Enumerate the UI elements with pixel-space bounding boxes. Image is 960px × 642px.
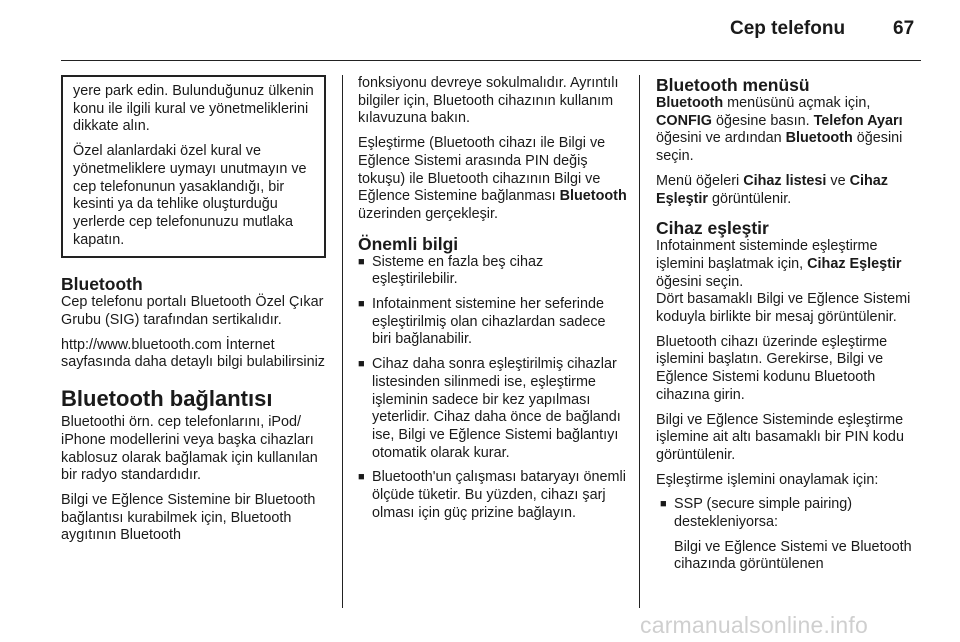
heading-bluetooth-connection: Bluetooth bağlantısı — [61, 386, 273, 412]
confirm-list — [656, 496, 928, 531]
paragraph-sig: Cep telefonu portalı Bluetooth Özel Çıkar Grubu (SIG) tarafından sertikalıdır. — [61, 294, 324, 329]
header-title: Cep telefonu — [730, 18, 846, 39]
column-divider-1 — [342, 75, 343, 608]
items-text-3: görüntülenir. — [708, 190, 792, 207]
list-item: ■ Sisteme en fazla beş cihaz eşleştirilebilir. — [358, 254, 628, 289]
menu-text-1: menüsünü açmak için, — [723, 95, 871, 111]
paragraph-confirm: Eşleştirme işlemini onaylamak için: — [656, 471, 879, 488]
column-1 — [61, 75, 326, 552]
menu-text-2: öğesine basın. — [711, 112, 814, 129]
column-divider-2 — [639, 75, 640, 608]
list-item: ■ Cihaz daha sonra eşleştirilmiş cihazlar listesinden silinmedi ise, eşleştirme işleminin sadece bir kez yapılması yeterlidir. Cihaz daha önce de bağlandı ise, Bilgi ve Eğlence Sistemi bağlantıyı otomatik olarak kurar. — [358, 356, 628, 462]
pair-text-2: öğesini seçin. — [656, 273, 744, 290]
paragraph-ssp-detail: Bilgi ve Eğlence Sistemi ve Bluetooth cihazında görüntülenen — [674, 538, 912, 573]
pair-bold-1: Cihaz Eşleştir — [807, 255, 902, 272]
items-text-1: Menü öğeleri — [656, 172, 744, 189]
heading-pair-device: Cihaz eşleştir — [656, 218, 769, 239]
paragraph-menu-items — [656, 173, 928, 208]
warning-box — [61, 75, 326, 258]
paragraph-six-digit: Bilgi ve Eğlence Sisteminde eşleştirme işlemine ait altı basamaklı bir PIN kodu görüntülenir. — [656, 411, 904, 463]
list-item: ■ Bluetooth'un çalışması bataryayı önemli ölçüde tüketir. Bu yüzden, cihazı şarj olması için güç prizine bağlayın. — [358, 469, 628, 522]
pair-text-1: Infotainment sisteminde eşleştirme işlemini başlatmak için, — [656, 238, 878, 272]
pairing-bold-bluetooth: Bluetooth — [559, 188, 627, 205]
items-bold-2: Cihaz Eşleştir — [656, 172, 888, 207]
list-item: ■ Infotainment sistemine her seferinde eşleştirilmiş olan cihazlardan sadece biri bağlanabilir. — [358, 296, 628, 349]
list-item: ■ SSP (secure simple pairing) destekleniyorsa: — [660, 496, 928, 531]
items-text-2: ve — [826, 172, 850, 189]
items-bold-1: Cihaz listesi — [743, 172, 827, 189]
warning-paragraph-2: Özel alanlardaki özel kural ve yönetmeliklere uymayı unutmayın ve cep telefonunun yasaklandığı, bir kesinti ya da tehlike oluşturduğu yerlerde cep telefonunuzu mutlaka kapatın. — [73, 143, 307, 248]
column-3 — [656, 75, 928, 581]
watermark: carmanualsonline.info — [640, 612, 868, 638]
menu-bold-3: Telefon Ayarı — [813, 112, 903, 129]
menu-bold-2: CONFIG — [656, 112, 712, 129]
important-list — [358, 254, 628, 523]
menu-bold-4: Bluetooth — [785, 130, 853, 147]
paragraph-pair-start — [656, 238, 928, 291]
paragraph-device-start: Bluetooth cihazı üzerinde eşleştirme işlemini başlatın. Gerekirse, Bilgi ve Eğlence Sistemi kodunu Bluetooth cihazına girin. — [656, 333, 888, 403]
menu-text-4: öğesini seçin. — [656, 130, 903, 165]
column-2 — [358, 75, 628, 529]
paragraph-standard: Bluetoothi örn. cep telefonlarını, iPod/ iPhone modellerini veya başka cihazları kablosuz olarak bağlamak için kullanılan bir radyo standardıdır. — [61, 414, 318, 484]
heading-important-info: Önemli bilgi — [358, 233, 459, 254]
heading-bluetooth: Bluetooth — [61, 274, 143, 295]
warning-paragraph-1: yere park edin. Bulunduğunuz ülkenin konu ile ilgili kural ve yönetmeliklerini dikkate alın. — [73, 83, 314, 135]
heading-bluetooth-menu: Bluetooth menüsü — [656, 75, 810, 95]
pairing-text-2: üzerinden gerçekleşir. — [358, 205, 498, 222]
paragraph-menu-open — [656, 95, 928, 166]
page-number: 67 — [893, 18, 915, 39]
paragraph-connect: Bilgi ve Eğlence Sistemine bir Bluetooth bağlantısı kurabilmek için, Bluetooth aygıtının Bluetooth — [61, 491, 316, 544]
paragraph-website: http://www.bluetooth.com İnternet sayfasında daha detaylı bilgi bulabilirsiniz — [61, 336, 325, 371]
pairing-text-1: Eşleştirme (Bluetooth cihazı ile Bilgi ve Eğlence Sistemi arasında PIN değiş tokuşu) ile Bluetooth cihazının Bilgi ve Eğlence Sistemine bağlanması — [358, 135, 606, 205]
paragraph-activate: fonksiyonu devreye sokulmalıdır. Ayrıntılı bilgiler için, Bluetooth cihazının kullanım kılavuzuna bakın. — [358, 75, 619, 127]
header-divider — [61, 60, 921, 61]
paragraph-pair-code: Dört basamaklı Bilgi ve Eğlence Sistemi koduyla birlikte bir mesaj görüntülenir. — [656, 291, 911, 326]
menu-bold-1: Bluetooth — [656, 95, 724, 111]
menu-text-3: öğesini ve ardından — [656, 130, 786, 147]
paragraph-pairing — [358, 135, 628, 224]
